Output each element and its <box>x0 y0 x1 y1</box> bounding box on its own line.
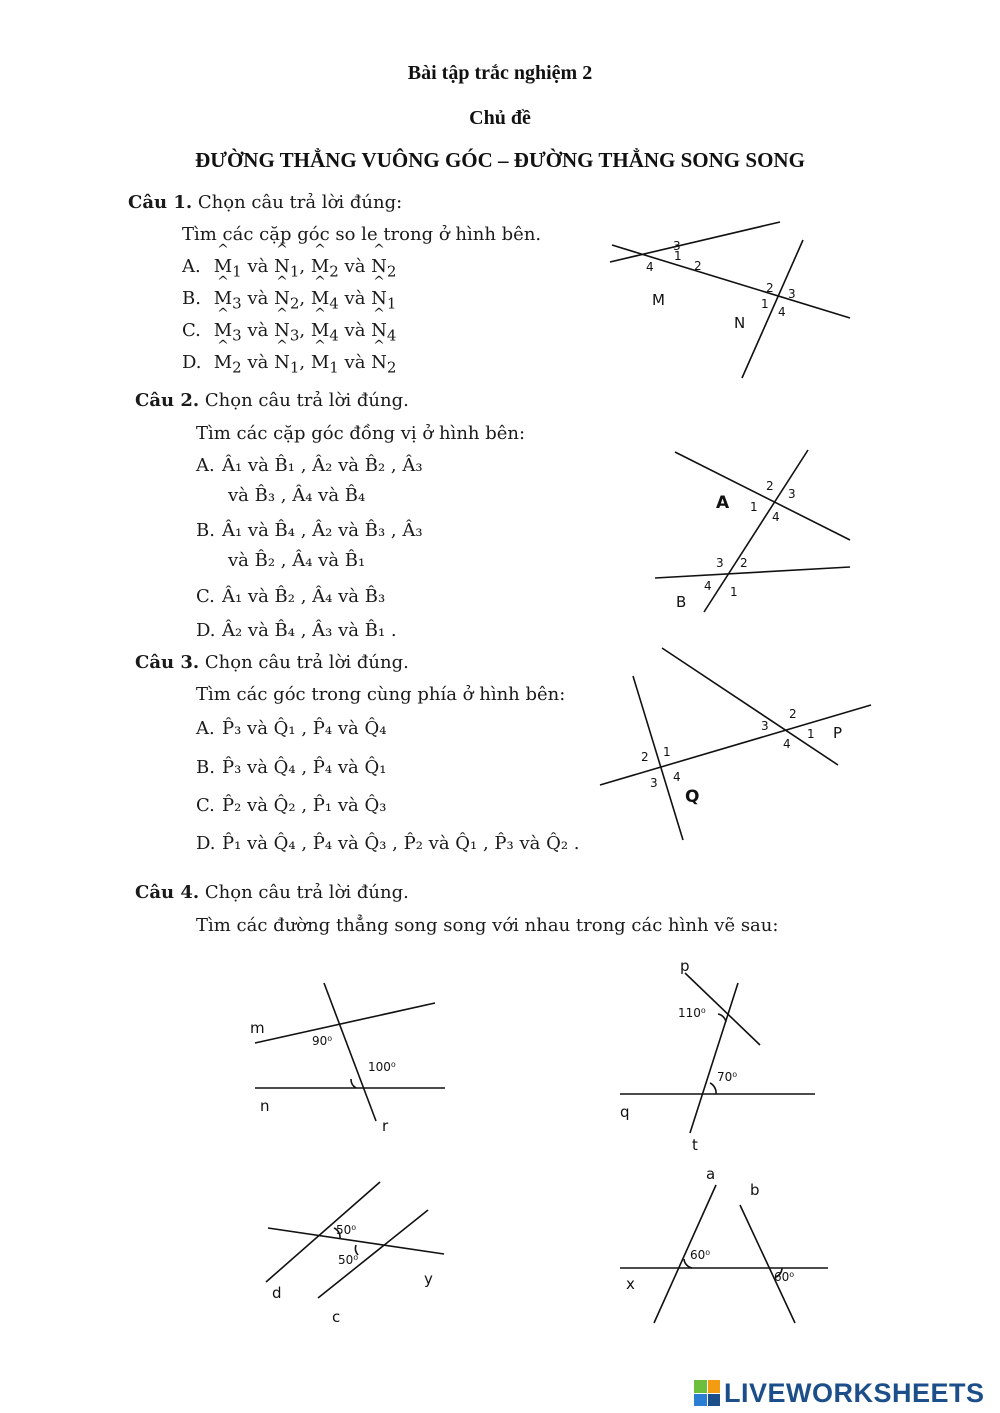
q4-f3-angle-1: 50⁰ <box>336 1223 357 1237</box>
q2-instruction: Chọn câu trả lời đúng. <box>204 390 409 411</box>
q2-option-b-cont: và B̂₂ , Â₄ và B̂₁ <box>228 550 366 571</box>
q3-point-p: P <box>833 724 843 742</box>
q3-option-c[interactable]: C. P̂₂ và Q̂₂ , P̂₁ và Q̂₃ <box>196 795 387 816</box>
q1-line-top <box>610 222 780 262</box>
q2-line-bottom <box>655 567 850 578</box>
q1-point-m: M <box>652 291 665 309</box>
q4-f1-label-m: m <box>250 1019 265 1037</box>
q2-point-a: A <box>716 493 730 513</box>
q3-p-angle-3: 3 <box>761 719 769 733</box>
q2-option-b[interactable]: B. Â₁ và B̂₄ , Â₂ và B̂₃ , Â₃ <box>196 520 423 541</box>
q4-f2-arc-70 <box>710 1083 716 1094</box>
liveworksheets-logo[interactable] <box>694 1378 985 1408</box>
q1-prompt: Tìm các cặp góc so le trong ở hình bên. <box>182 224 542 245</box>
q1-n-angle-3: 3 <box>788 287 796 301</box>
q4-f3-label-d: d <box>272 1284 282 1302</box>
q3-q-angle-1: 1 <box>663 745 671 759</box>
q1-option-b[interactable]: B. ^ $M_3$ và ^ $N_2$, ^ $M_4$ và ^ $N_1$ <box>182 288 396 313</box>
q2-b-angle-3: 3 <box>716 556 724 570</box>
q4-f1-label-r: r <box>382 1117 389 1135</box>
q2-a-angle-3: 3 <box>788 487 796 501</box>
q1-option-d[interactable]: D. ^ $M_2$ và ^ $N_1$, ^ $M_1$ và ^ $N_2$ <box>182 352 396 377</box>
q4-f3-angle-2: 50⁰ <box>338 1253 359 1267</box>
q1-n-angle-1: 1 <box>761 297 769 311</box>
q4-label: Câu 4. <box>135 882 200 903</box>
q4-f4-label-b: b <box>750 1181 760 1199</box>
q2-figure <box>650 440 860 620</box>
logo-text: LIVEWORKSHEETS <box>724 1377 985 1408</box>
worksheet-title: Bài tập trắc nghiệm 2 <box>407 62 593 84</box>
q1-option-a[interactable]: A. ^ $M_1$ và ^ $N_1$, ^ $M_2$ và ^ $N_2$ <box>182 256 396 281</box>
q3-prompt: Tìm các góc trong cùng phía ở hình bên: <box>196 684 566 705</box>
q2-b-angle-4: 4 <box>704 579 712 593</box>
q4-f4-line-b <box>740 1205 795 1323</box>
q2-option-a[interactable]: A. Â₁ và B̂₁ , Â₂ và B̂₂ , Â₃ <box>196 455 423 476</box>
q1-n-angle-4: 4 <box>778 305 786 319</box>
q2-option-d[interactable]: D. Â₂ và B̂₄ , Â₃ và B̂₁ . <box>196 620 397 641</box>
q4-f4-angle-1: 60⁰ <box>690 1248 711 1262</box>
q2-heading <box>135 390 409 411</box>
q4-f1-line-r <box>324 983 376 1121</box>
q2-label: Câu 2. <box>135 390 200 411</box>
q2-b-angle-2: 2 <box>740 556 748 570</box>
q1-m-angle-3: 3 <box>673 239 681 253</box>
q4-f2-label-p: p <box>680 957 690 975</box>
q3-p-angle-1: 1 <box>807 727 815 741</box>
q4-f1-label-n: n <box>260 1097 270 1115</box>
q4-f1-angle-100: 100⁰ <box>368 1060 396 1074</box>
q4-instruction: Chọn câu trả lời đúng. <box>204 882 409 903</box>
q2-a-angle-2: 2 <box>766 479 774 493</box>
q4-f3-line-d <box>266 1182 380 1282</box>
q1-option-c[interactable]: C. ^ $M_3$ và ^ $N_3$, ^ $M_4$ và ^ $N_4$ <box>182 320 396 345</box>
q1-label: Câu 1. <box>128 192 193 213</box>
q4-f2-label-t: t <box>692 1136 698 1154</box>
q1-line-transversal <box>742 240 803 378</box>
q2-option-c[interactable]: C. Â₁ và B̂₂ , Â₄ và B̂₃ <box>196 586 386 607</box>
q4-f4-angle-2: 60⁰ <box>774 1270 795 1284</box>
q4-f3-line-c <box>318 1210 428 1298</box>
q1-line-middle <box>612 245 850 318</box>
q4-f2-angle-70: 70⁰ <box>717 1070 738 1084</box>
q3-option-a[interactable]: A. P̂₃ và Q̂₁ , P̂₄ và Q̂₄ <box>196 718 387 739</box>
q4-figure-1 <box>240 975 460 1140</box>
topic-title: ĐƯỜNG THẲNG VUÔNG GÓC – ĐƯỜNG THẲNG SONG SONG <box>195 148 805 172</box>
logo-mark-icon <box>694 1380 720 1406</box>
q4-figure-2 <box>610 955 840 1155</box>
q3-option-b[interactable]: B. P̂₃ và Q̂₄ , P̂₄ và Q̂₁ <box>196 757 387 778</box>
q4-f2-arc-110 <box>718 1014 726 1022</box>
q3-p-angle-4: 4 <box>783 737 791 751</box>
q3-line-middle <box>600 705 871 785</box>
q1-m-angle-1: 1 <box>674 249 682 263</box>
q1-instruction: Chọn câu trả lời đúng: <box>197 192 403 213</box>
q4-prompt: Tìm các đường thẳng song song với nhau trong các hình vẽ sau: <box>196 915 779 936</box>
q4-f2-label-q: q <box>620 1103 630 1121</box>
q1-m-angle-4: 4 <box>646 260 654 274</box>
q3-figure <box>595 640 880 850</box>
q1-n-angle-2: 2 <box>766 281 774 295</box>
q1-point-n: N <box>734 314 746 332</box>
q3-point-q: Q <box>685 787 700 807</box>
q3-p-angle-2: 2 <box>789 707 797 721</box>
q4-f1-angle-90: 90⁰ <box>312 1034 333 1048</box>
q4-f4-label-a: a <box>706 1165 716 1183</box>
q4-f3-label-y: y <box>424 1270 433 1288</box>
q4-f1-arc <box>351 1079 356 1088</box>
q2-a-angle-1: 1 <box>750 500 758 514</box>
q3-q-angle-4: 4 <box>673 770 681 784</box>
q3-label: Câu 3. <box>135 652 200 673</box>
q3-option-d[interactable]: D. P̂₁ và Q̂₄ , P̂₄ và Q̂₃ , P̂₂ và Q̂₁ , P̂₃ và Q̂₂ . <box>196 833 580 854</box>
q2-b-angle-1: 1 <box>730 585 738 599</box>
q2-prompt: Tìm các cặp góc đồng vị ở hình bên: <box>196 423 526 444</box>
q4-f3-label-c: c <box>332 1308 341 1325</box>
q1-m-angle-2: 2 <box>694 259 702 273</box>
q2-option-a-cont: và B̂₃ , Â₄ và B̂₄ <box>228 485 366 506</box>
q3-heading <box>135 652 409 673</box>
q4-f2-angle-110: 110⁰ <box>678 1006 706 1020</box>
q4-f4-label-x: x <box>626 1275 635 1293</box>
q2-line-top <box>675 452 850 540</box>
topic-label: Chủ đề <box>469 107 531 129</box>
q4-figure-4 <box>610 1165 840 1335</box>
q2-a-angle-4: 4 <box>772 510 780 524</box>
q1-figure <box>600 210 860 390</box>
q3-q-angle-2: 2 <box>641 750 649 764</box>
q3-instruction: Chọn câu trả lời đúng. <box>204 652 409 673</box>
q3-line-top <box>662 648 838 765</box>
q2-point-b: B <box>676 593 687 611</box>
q4-heading <box>135 882 409 903</box>
q4-figure-3 <box>260 1170 460 1325</box>
q1-heading <box>128 192 402 213</box>
q3-q-angle-3: 3 <box>650 776 658 790</box>
